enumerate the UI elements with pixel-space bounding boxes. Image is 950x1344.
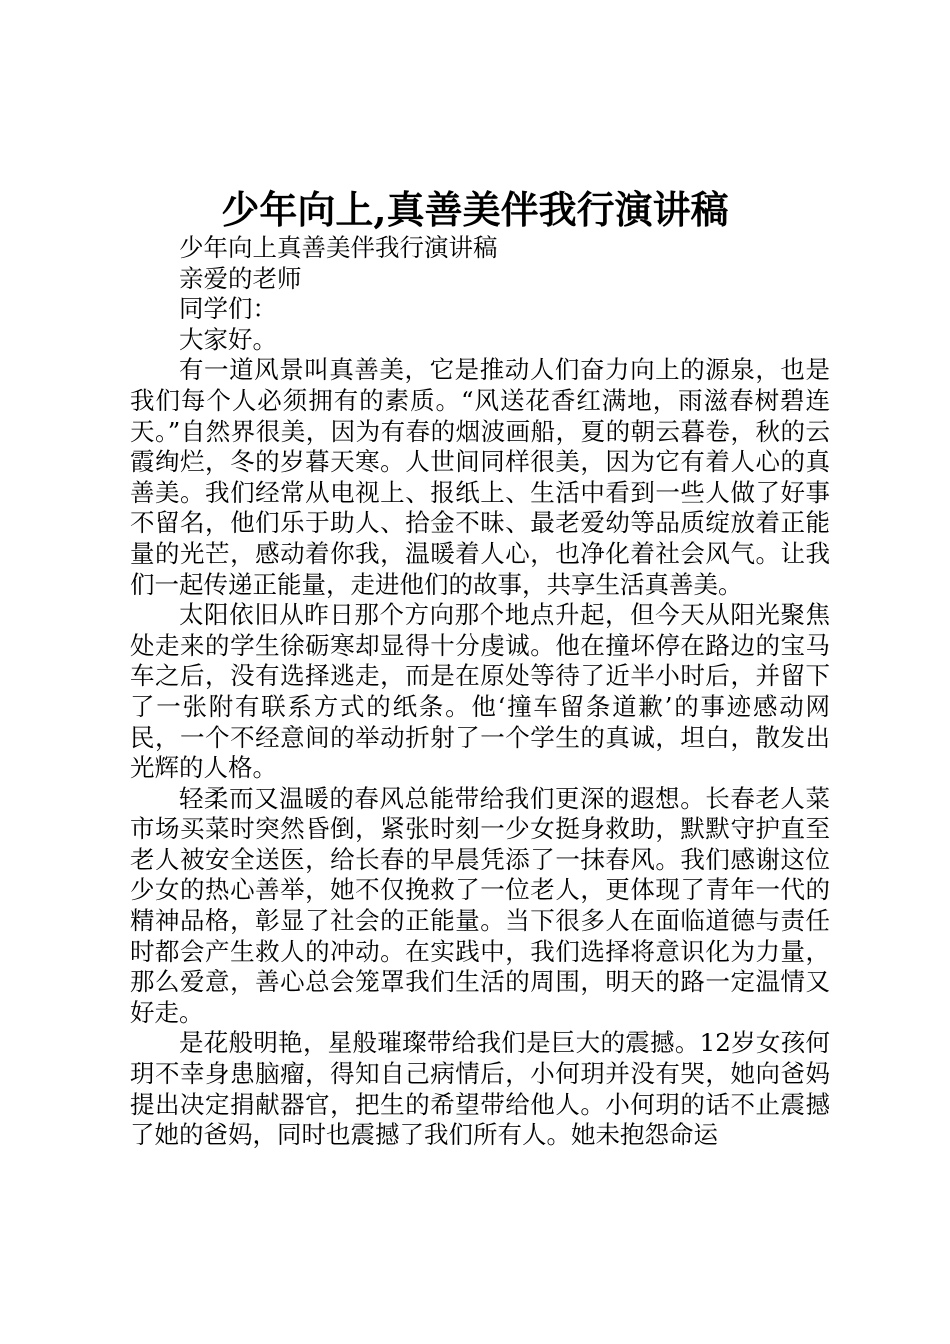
paragraph-intro: 有一道风景叫真善美，它是推动人们奋力向上的源泉，也是我们每个人必须拥有的素质。“风送花香红满地，雨滋春树碧连天。”自然界很美，因为有春的烟波画船，夏的朝云暮卷，秋的云霞绚烂，冬的岁暮天寒。人世间同样很美，因为它有着人心的真善美。我们经常从电视上、报纸上、生活中看到一些人做了好事不留名，他们乐于助人、拾金不昧、最老爱幼等品质绽放着正能量的光芒，感动着你我，温暖着人心，也净化着社会风气。让我们一起传递正能量，走进他们的故事，共享生活真善美。 (130, 355, 830, 599)
document-title: 少年向上,真善美伴我行演讲稿 (221, 187, 729, 232)
document-body (130, 233, 830, 1151)
salutation-students: 同学们： (179, 294, 277, 324)
speech-heading: 少年向上真善美伴我行演讲稿 (179, 233, 498, 262)
greeting: 大家好。 (179, 324, 277, 354)
paragraph-xu-lihan: 太阳依旧从昨日那个方向那个地点升起，但今天从阳光聚焦处走来的学生徐砺寒却显得十分虔诚。他在撞坏停在路边的宝马车之后，没有选择逃走，而是在原处等待了近半小时后，并留下了一张附有联系方式的纸条。他‘撞车留条道歉’的事迹感动网民，一个不经意间的举动折射了一个学生的真诚，坦白，散发出光辉的人格。 (130, 600, 830, 783)
paragraph-he-yue: 是花般明艳，星般璀璨带给我们是巨大的震撼。12岁女孩何玥不幸身患脑瘤，得知自己病情后，小何玥并没有哭，她向爸妈提出决定捐献器官，把生的希望带给他人。小何玥的话不止震撼了她的爸妈，同时也震撼了我们所有人。她未抱怨命运 (130, 1028, 830, 1150)
salutation-teacher: 亲爱的老师 (179, 263, 302, 293)
paragraph-spring-breeze: 轻柔而又温暖的春风总能带给我们更深的遐想。长春老人菜市场买菜时突然昏倒，紧张时刻一少女挺身救助，默默守护直至老人被安全送医，给长春的早晨凭添了一抹春风。我们感谢这位少女的热心善举，她不仅挽救了一位老人，更体现了青年一代的精神品格，彰显了社会的正能量。当下很多人在面临道德与责任时都会产生救人的冲动。在实践中，我们选择将意识化为力量，那么爱意，善心总会笼罩我们生活的周围，明天的路一定温情又好走。 (130, 783, 830, 1027)
